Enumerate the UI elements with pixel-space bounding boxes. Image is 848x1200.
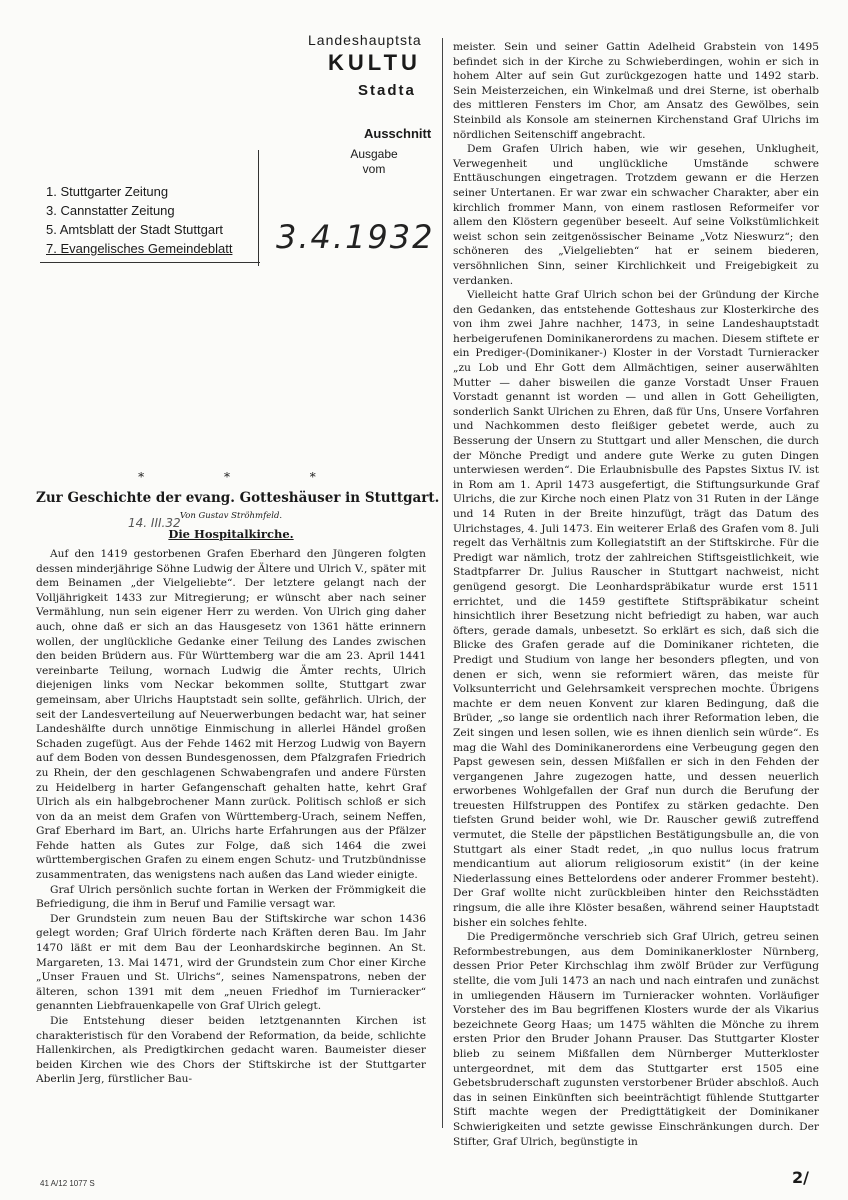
paragraph: Vielleicht hatte Graf Ulrich schon bei der Gründung der Kirche den Gedanken, das entstehende Gotteshaus zur Klosterkirche des von ihm zwei Jahre nachher, 1473, in seine Landeshauptstadt herbeigerufenen Dominikanerordens zu machen. Diesem stiftete er ein Prediger-(Dominikaner-) Kloster in der Vorstadt Turnieracker „zu Lob und Ehr Gott dem Allmächtigen, seiner auserwählten Mutter — daher bisweilen die ganze Vorstadt Unser Frauen Vorstadt genannt ist worden — und allen in Gott Geheiligten, sonderlich Sankt Ulrichen zu Ehren, daß für Uns, Unsere Vorfahren und Nachkommen desto fleißiger gebetet werde, auch zu Besserung der Unsern zu Stuttgart und aller Menschen, die durch der Mönche Predigt und andere gute Werke zu guten Dingen unterwiesen werden“. Die Erlaubnisbulle des Papstes Sixtus IV. ist in Rom am 1. April 1473 ausgefertigt, die Stiftungsurkunde Graf Ulrichs, die zur Kirche noch einen Platz von 31 Ruten in der Länge und 14 Ruten in der Breite hinzufügt, trägt das Datum des Ulrichstages, 4. Juli 1473. Ein weiterer Erlaß des Grafen vom 8. Juli regelt das Verhältnis zum Kollegiatstift an der Stiftskirche. Für die Predigt war nämlich, trotz der zahlreichen Stiftsgeistlichkeit, wie Stadtpfarrer Dr. Julius Rauscher in Stuttgart nachweist, nicht genügend gesorgt. Die Leonhardspräbikatur wurde erst 1511 errichtet, und die 1459 gestiftete Stiftspräbikatur scheint hinsichtlich ihrer Besetzung nicht befriedigt zu haben, war auch öfters, gerade damals, unbesetzt. So erklärt es sich, daß sich die Blicke des Grafen gerade auf die Dominikaner richteten, die Predigt und Studium von lange her besonders pflegten, und von denen er sich, wenn sie reformiert wären, das meiste für Volksunterricht und Gelehrsamkeit versprechen mochte. Übrigens machte er dem neuen Konvent zur klaren Bedingung, daß die Brüder, „so lange sie ordentlich nach ihrer Reformation leben, die Zeit singen und lesen sollen, wie es ihnen dienlich sein würde“. Es mag die Wahl des Dominikanerordens eine Verbeugung gegen den Papst gewesen sein, dessen Mißfallen er sich in den Fehden der vergangenen Jahre zugezogen hatte, und dessen neuerlich erworbenes Wohlgefallen der Graf nun durch die Berufung der treuesten Hilfstruppen des Pontifex zu stärken gedachte. Den tiefsten Grund beider wohl, wie Dr. Rauscher gewiß zutreffend vermutet, die Stelle der päpstlichen Bestätigungsbulle an, die von Stuttgart als einer Stadt redet, „in quo nullus locus fratrum mendicantium aut aliorum religiosorum existit“ (in der keine Niederlassung eines Bettelordens oder anderer Frommer besteht). Der Graf wollte nicht zurückbleiben hinter den Reichsstädten ringsum, die alle ihre Klöster besaßen, während seiner Hauptstadt bisher ein solches fehlte. <box>453 289 819 929</box>
byline-text: Von Gustav Ströhmfeld. <box>179 511 283 521</box>
page-mark: 2/ <box>792 1168 809 1187</box>
article-byline <box>36 510 426 521</box>
paragraph: meister. Sein und seiner Gattin Adelheid Grabstein von 1495 befindet sich in der Kirche zu Schwieberdingen, wohin er sich in hohem Alter auf sein Gut zurückgezogen hatte und 1492 starb. Sein Meisterzeichen, ein Winkelmaß und drei Sterne, ist oberhalb des mittleren Fensters im Chor, am Ansatz des Gewölbes, sein Steinbild als Konsole am steinernen Kirchenstand Graf Ulrichs im nördlichen Seitenschiff angebracht. <box>453 41 819 141</box>
paragraph: Dem Grafen Ulrich haben, wie wir gesehen, Unklugheit, Verwegenheit und unglückliche Umstände schwere Enttäuschungen eingetragen. Trotzdem gewann er die Herzen seiner Untertanen. Er war zwar ein schwacher Charakter, aber ein kirchlich frommer Mann, von einem rastlosen Reformeifer vor allem den Klöstern gegenüber beseelt. Auf seine Volkstümlichkeit weist schon sein zeitgenössischer Beiname „Votz Nieswurz“; den schöneren des „Vielgeliebten“ hat er seinem biederen, versöhnlichen Sinn, seiner Kirchlichkeit und Freigebigkeit zu verdanken. <box>453 143 819 287</box>
stamp-underline <box>40 262 260 263</box>
section-stars: * * * <box>138 470 354 484</box>
paragraph: Auf den 1419 gestorbenen Grafen Eberhard den Jüngeren folgten dessen minderjährige Söhne Ludwig der Ältere und Ulrich V., später mit dem Beinamen „der Vielgeliebte“. Der letztere gelangt nach der Volljährigkeit 1433 zur Mitregierung; er wünscht aber nach seiner Vermählung, nun sein eigener Herr zu werden. Von Ulrich ging daher auch, ohne daß er sich an das Hausgesetz von 1361 hätte erinnern wollen, der unglückliche Gedanke einer Teilung des Landes zwischen den beiden Brüdern aus. Für Württemberg war die am 23. April 1441 vereinbarte Teilung, wornach Ludwig die Ämter rechts, Ulrich diejenigen links vom Neckar bekommen sollte, Stuttgart zwar gemeinsam, aber Ulrichs Hauptstadt sein sollte, gefährlich. Ulrich, der seit der Landesverteilung auf Neuerwerbungen bedacht war, hat seiner Landeshälfte durch unnötige Einmischung in allerlei Händel großen Schaden zugefügt. Aus der Fehde 1462 mit Herzog Ludwig von Bayern auf dem Boden von dessen Bundesgenossen, dem Pfalzgrafen Friedrich zu Rhein, der den geschlagenen Schwabengrafen und andere Fürsten zu Heidelberg in harter Gefangenschaft gehalten hatte, kehrt Graf Ulrich als ein halbgebrochener Mann zurück. Politisch schloß er sich von da an meist dem Grafen von Württemberg-Urach, seinem Neffen, Graf Eberhard im Bart, an. Ulrichs harte Erfahrungen aus der Pfälzer Fehde hatten als Gutes zur Folge, daß sich 1464 die zwei württembergischen Grafen zu einem engen Schutz- und Trutzbündnisse zusammentraten, das wenigstens nach außen das Land wieder einigte. <box>36 548 426 882</box>
handwritten-date: 3.4.1932 <box>276 218 435 256</box>
stamp-clipping-label: Ausschnitt <box>364 126 432 141</box>
stamp-divider <box>258 150 259 266</box>
newspaper-item: 1. Stuttgarter Zeitung <box>46 184 169 199</box>
stamp-edition-label <box>344 147 404 177</box>
paragraph: Die Entstehung dieser beiden letztgenannten Kirchen ist charakteristisch für den Vorabend der Reformation, da beide, schlichte Hallenkirchen, als Predigtkirchen gedacht waren. Baumeister dieser beiden Kirchen wie des Chors der Stiftskirche ist der Stuttgarter Aberlin Jerg, fürstlicher Bau- <box>36 1015 426 1086</box>
stamp-edition-word: Ausgabe <box>350 147 398 161</box>
stamp-authority: Landeshauptsta <box>308 32 422 48</box>
paragraph: Graf Ulrich persönlich suchte fortan in Werken der Frömmigkeit die Befriedigung, die ihm in Beruf und Familie versagt war. <box>36 883 426 911</box>
stamp-date-word: vom <box>362 162 386 176</box>
handwritten-note: 14. III.32 <box>128 516 181 530</box>
paragraph: Die Predigermönche verschrieb sich Graf Ulrich, getreu seinen Reformbestrebungen, aus dem Dominikanerkloster Nürnberg, dessen Prior Peter Kirchschlag ihm zwölf Brüder zur Verfügung stellte, die vom Juli 1473 an nach und nach eintrafen und zunächst in umliegenden Häusern im Turnieracker wohnten. Vorläufiger Vorsteher des im Bau begriffenen Klosters wurde der als Vikarius bezeichnete Georg Haas; um 1475 wählten die Mönche zu ihrem ersten Prior den Bruder Johann Prauser. Das Stuttgarter Kloster blieb zu seinem Mißfallen dem Nürnberger Mutterkloster untergeordnet, mit dem das Stuttgarter erst 1505 eine Gebetsbruderschaft zugunsten verstorbener Brüder abschloß. Auch das in seinen Einkünften sich beeinträchtigt fühlende Stuttgarter Stift machte wegen der Predigttätigkeit der Dominikaner Schwierigkeiten und setzte gewisse Einschränkungen durch. Der Stifter, Graf Ulrich, begünstigte in <box>453 931 819 1148</box>
archive-code: 41 A/12 1077 S <box>40 1179 95 1188</box>
newspaper-item: 5. Amtsblatt der Stadt Stuttgart <box>46 222 224 237</box>
article-body-right <box>443 38 827 1149</box>
article-title: Zur Geschichte der evang. Gotteshäuser in Stuttgart. <box>36 490 440 506</box>
article-column-left <box>36 470 440 1130</box>
newspaper-list <box>46 182 232 258</box>
stamp-office: Stadta <box>358 82 416 99</box>
paragraph: Der Grundstein zum neuen Bau der Stiftskirche war schon 1436 gelegt worden; Graf Ulrich förderte nach Kräften deren Bau. Im Jahr 1470 läßt er mit dem Bau der Leonhardskirche beginnen. An St. Margareten, 13. Mai 1471, wird der Grundstein zum Chor einer Kirche „Unser Frauen und St. Ulrichs“, seines Namenspatrons, neben der älteren, schon 1391 mit dem „neuen Friedhof im Turnieracker“ genannten Liebfrauenkapelle von Graf Ulrich gelegt. <box>36 912 426 1013</box>
article-subhead: Die Hospitalkirche. <box>168 527 294 541</box>
newspaper-item-selected: 7. Evangelisches Gemeindeblatt <box>46 241 233 256</box>
stamp-department: KULTU <box>328 50 421 75</box>
article-body-left <box>36 547 426 1087</box>
newspaper-item: 3. Cannstatter Zeitung <box>46 203 175 218</box>
article-column-right <box>442 38 827 1148</box>
